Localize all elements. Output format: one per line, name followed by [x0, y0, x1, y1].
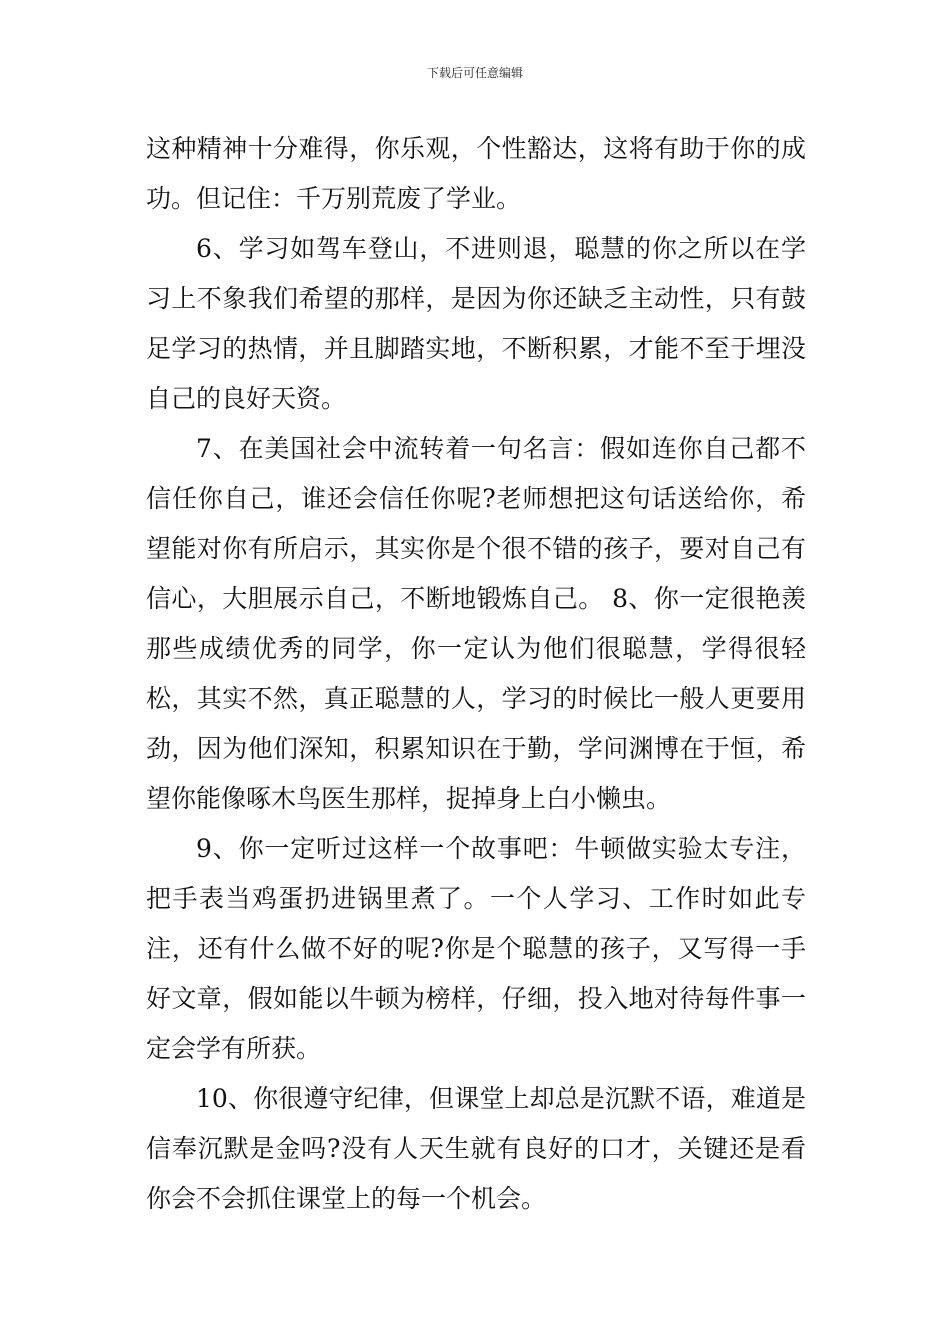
document-body: [146, 124, 806, 1224]
page-header: 下载后可任意编辑: [426, 66, 523, 80]
paragraph-item-9: 9、你一定听过这样一个故事吧：牛顿做实验太专注，把手表当鸡蛋扔进锅里煮了。一个人学习、工作时如此专注，还有什么做不好的呢?你是个聪慧的孩子，又写得一手好文章，假如能以牛顿为榜样，仔细，投入地对待每件事一定会学有所获。: [146, 834, 806, 1063]
paragraph-item-10: 10、你很遵守纪律，但课堂上却总是沉默不语，难道是信奉沉默是金吗?没有人天生就有良好的口才，关键还是看你会不会抓住课堂上的每一个机会。: [146, 1084, 806, 1213]
paragraph-item-7-8: 7、在美国社会中流转着一句名言：假如连你自己都不信任你自己，谁还会信任你呢?老师想把这句话送给你，希望能对你有所启示，其实你是个很不错的孩子，要对自己有信心，大胆展示自己，不断地锻炼自己。 8、你一定很艳羡那些成绩优秀的同学，你一定认为他们很聪慧，学得很轻松，其实不然，真正聪慧的人，学习的时候比一般人更要用劲，因为他们深知，积累知识在于勤，学问渊博在于恒，希望你能像啄木鸟医生那样，捉掉身上白小懒虫。: [146, 434, 806, 813]
paragraph-item-6: 6、学习如驾车登山，不进则退，聪慧的你之所以在学习上不象我们希望的那样，是因为你还缺乏主动性，只有鼓足学习的热情，并且脚踏实地，不断积累，才能不至于埋没自己的良好天资。: [146, 234, 806, 413]
paragraph-continuation: 这种精神十分难得，你乐观，个性豁达，这将有助于你的成功。但记住：千万别荒废了学业。: [146, 134, 806, 213]
